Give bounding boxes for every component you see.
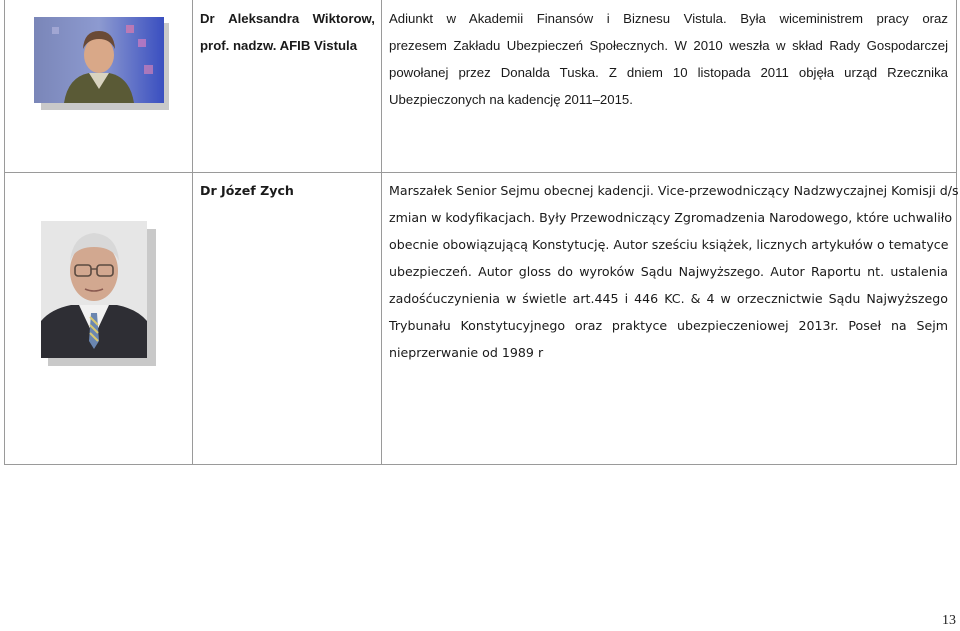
description-cell <box>382 173 957 465</box>
portrait-photo <box>34 17 164 103</box>
table-row <box>5 173 957 465</box>
page-number: 13 <box>942 613 956 628</box>
description-line: obecnie obowiązującą Konstytucję. Autor sześciu książek, licznych artykułów o tematyce <box>389 237 949 252</box>
description-line: zmian w kodyfikacjach. Były Przewodniczący Zgromadzenia Narodowego, które uchwaliło <box>389 210 953 225</box>
person-description <box>382 0 956 113</box>
name-line: prof. nadzw. AFIB Vistula <box>200 38 358 53</box>
description-line: Ubezpieczonych na kadencję 2011–2015. <box>389 92 633 107</box>
description-line: Marszałek Senior Sejmu obecnej kadencji. Vice-przewodniczący Nadzwyczajnej Komisji d/s <box>389 183 959 198</box>
description-line: Trybunału Konstytucyjnego oraz praktyce ubezpieczeniowej 2013r. Poseł na Sejm <box>389 318 948 333</box>
name-word: Dr <box>200 11 215 26</box>
description-cell <box>382 0 957 173</box>
description-line: prezesem Zakładu Ubezpieczeń Społecznych. W 2010 weszła w skład Rady Gospodarczej <box>389 38 948 53</box>
name-cell <box>193 0 382 173</box>
description-line: ubezpieczeń. Autor gloss do wyroków Sądu Najwyższego. Autor Raportu nt. ustalenia <box>389 264 948 279</box>
description-line: nieprzerwanie od 1989 r <box>389 345 544 360</box>
table-row <box>5 0 957 173</box>
person-name <box>193 173 381 204</box>
description-line: Adiunkt w Akademii Finansów i Biznesu Vistula. Była wiceministrem pracy oraz <box>389 11 948 26</box>
name-line: Dr Józef Zych <box>200 183 294 198</box>
name-word: Wiktorow, <box>312 11 375 26</box>
name-word: Aleksandra <box>228 11 300 26</box>
name-cell <box>193 173 382 465</box>
person-description <box>382 173 959 366</box>
photo-cell <box>5 0 193 173</box>
description-line: zadośćuczynienia w świetle art.445 i 446 KC. & 4 w orzecznictwie Sądu Najwyższego <box>389 291 948 306</box>
person-name <box>193 0 381 59</box>
people-table <box>4 0 957 465</box>
description-line: powołanej przez Donalda Tuska. Z dniem 10 listopada 2011 objęła urząd Rzecznika <box>389 65 948 80</box>
portrait-photo <box>41 221 147 358</box>
photo-cell <box>5 173 193 465</box>
